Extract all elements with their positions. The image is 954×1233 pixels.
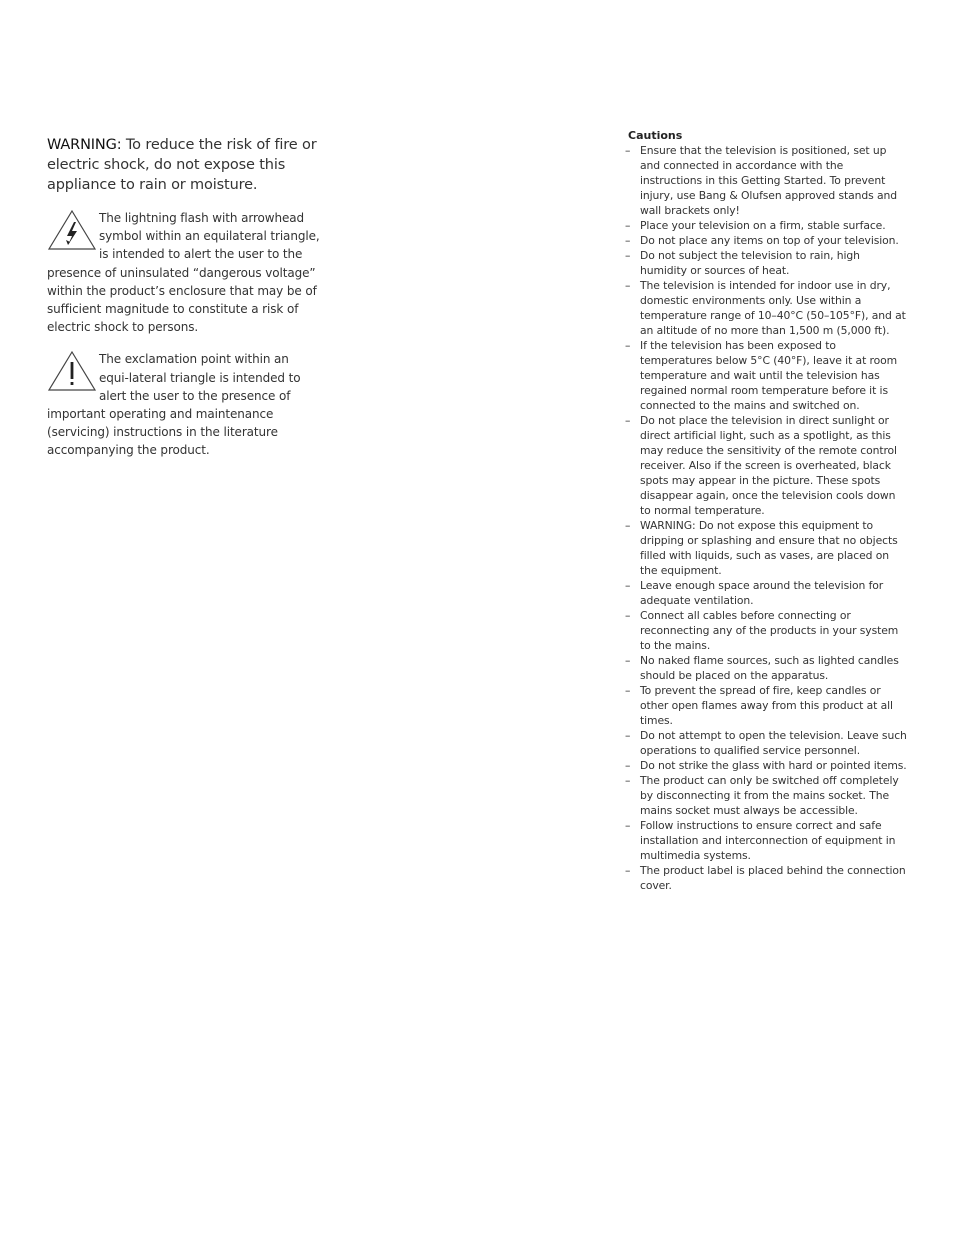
warning-text: To reduce the risk of fire or electric shock, do not expose this appliance to rain or moisture. [47,137,317,193]
cautions-list [622,143,908,893]
safety-warning-column [47,135,322,474]
caution-item: – No naked flame sources, such as lighted candles should be placed on the apparatus. [625,654,899,682]
caution-item: – Do not attempt to open the television. Leave such operations to qualified service personnel. [625,729,907,757]
caution-item: – The product can only be switched off completely by disconnecting it from the mains socket. The mains socket must always be accessible. [625,774,899,817]
exclamation-triangle-icon [47,350,97,394]
caution-item: – To prevent the spread of fire, keep candles or other open flames away from this product at all times. [625,684,893,727]
lightning-symbol-text: The lightning flash with arrowhead symbol within an equilateral triangle, is intended to alert the user to the presence of uninsulated “dangerous voltage” within the product’s enclosure that may be of sufficient magnitude to constitute a risk of electric shock to persons. [47,211,320,335]
caution-item: – If the television has been exposed to temperatures below 5°C (40°F), leave it at room temperature and wait until the television has regained normal room temperature before it is connected to the mains and switched on. [625,339,898,412]
caution-item: – Do not subject the television to rain, high humidity or sources of heat. [625,249,860,277]
caution-item: – Leave enough space around the television for adequate ventilation. [625,579,884,607]
main-warning [47,135,322,195]
caution-item: – Connect all cables before connecting or reconnecting any of the products in your system to the mains. [625,609,899,652]
caution-item: – Do not strike the glass with hard or pointed items. [625,759,907,772]
caution-item: – Do not place any items on top of your television. [625,234,899,247]
caution-item: – WARNING: Do not expose this equipment to dripping or splashing and ensure that no objects filled with liquids, such as vases, are placed on the equipment. [625,519,898,577]
caution-item: – The product label is placed behind the connection cover. [625,864,906,892]
lightning-triangle-icon [47,209,97,253]
warning-label: WARNING: [47,137,122,153]
caution-item: – Follow instructions to ensure correct and safe installation and interconnection of equipment in multimedia systems. [625,819,896,862]
lightning-symbol-explanation [47,209,322,336]
cautions-column [622,128,908,893]
caution-item: – The television is intended for indoor use in dry, domestic environments only. Use within a temperature range of 10–40°C (50–105°F), and at an altitude of no more than 1,500 m (5,000 ft). [625,279,906,337]
exclamation-symbol-text: The exclamation point within an equi-lateral triangle is intended to alert the user to the presence of important operating and maintenance (servicing) instructions in the literature accompanying the product. [47,352,301,458]
caution-item: – Ensure that the television is positioned, set up and connected in accordance with the instructions in this Getting Started. To prevent injury, use Bang & Olufsen approved stands and wall brackets only! [625,144,897,217]
exclamation-symbol-explanation [47,350,322,459]
cautions-heading: Cautions [628,129,683,142]
caution-item: – Place your television on a firm, stable surface. [625,219,886,232]
caution-item: – Do not place the television in direct sunlight or direct artificial light, such as a spotlight, as this may reduce the sensitivity of the remote control receiver. Also if the screen is overheated, black spots may appear in the picture. These spots disappear again, once the television cools down to normal temperature. [625,414,897,517]
